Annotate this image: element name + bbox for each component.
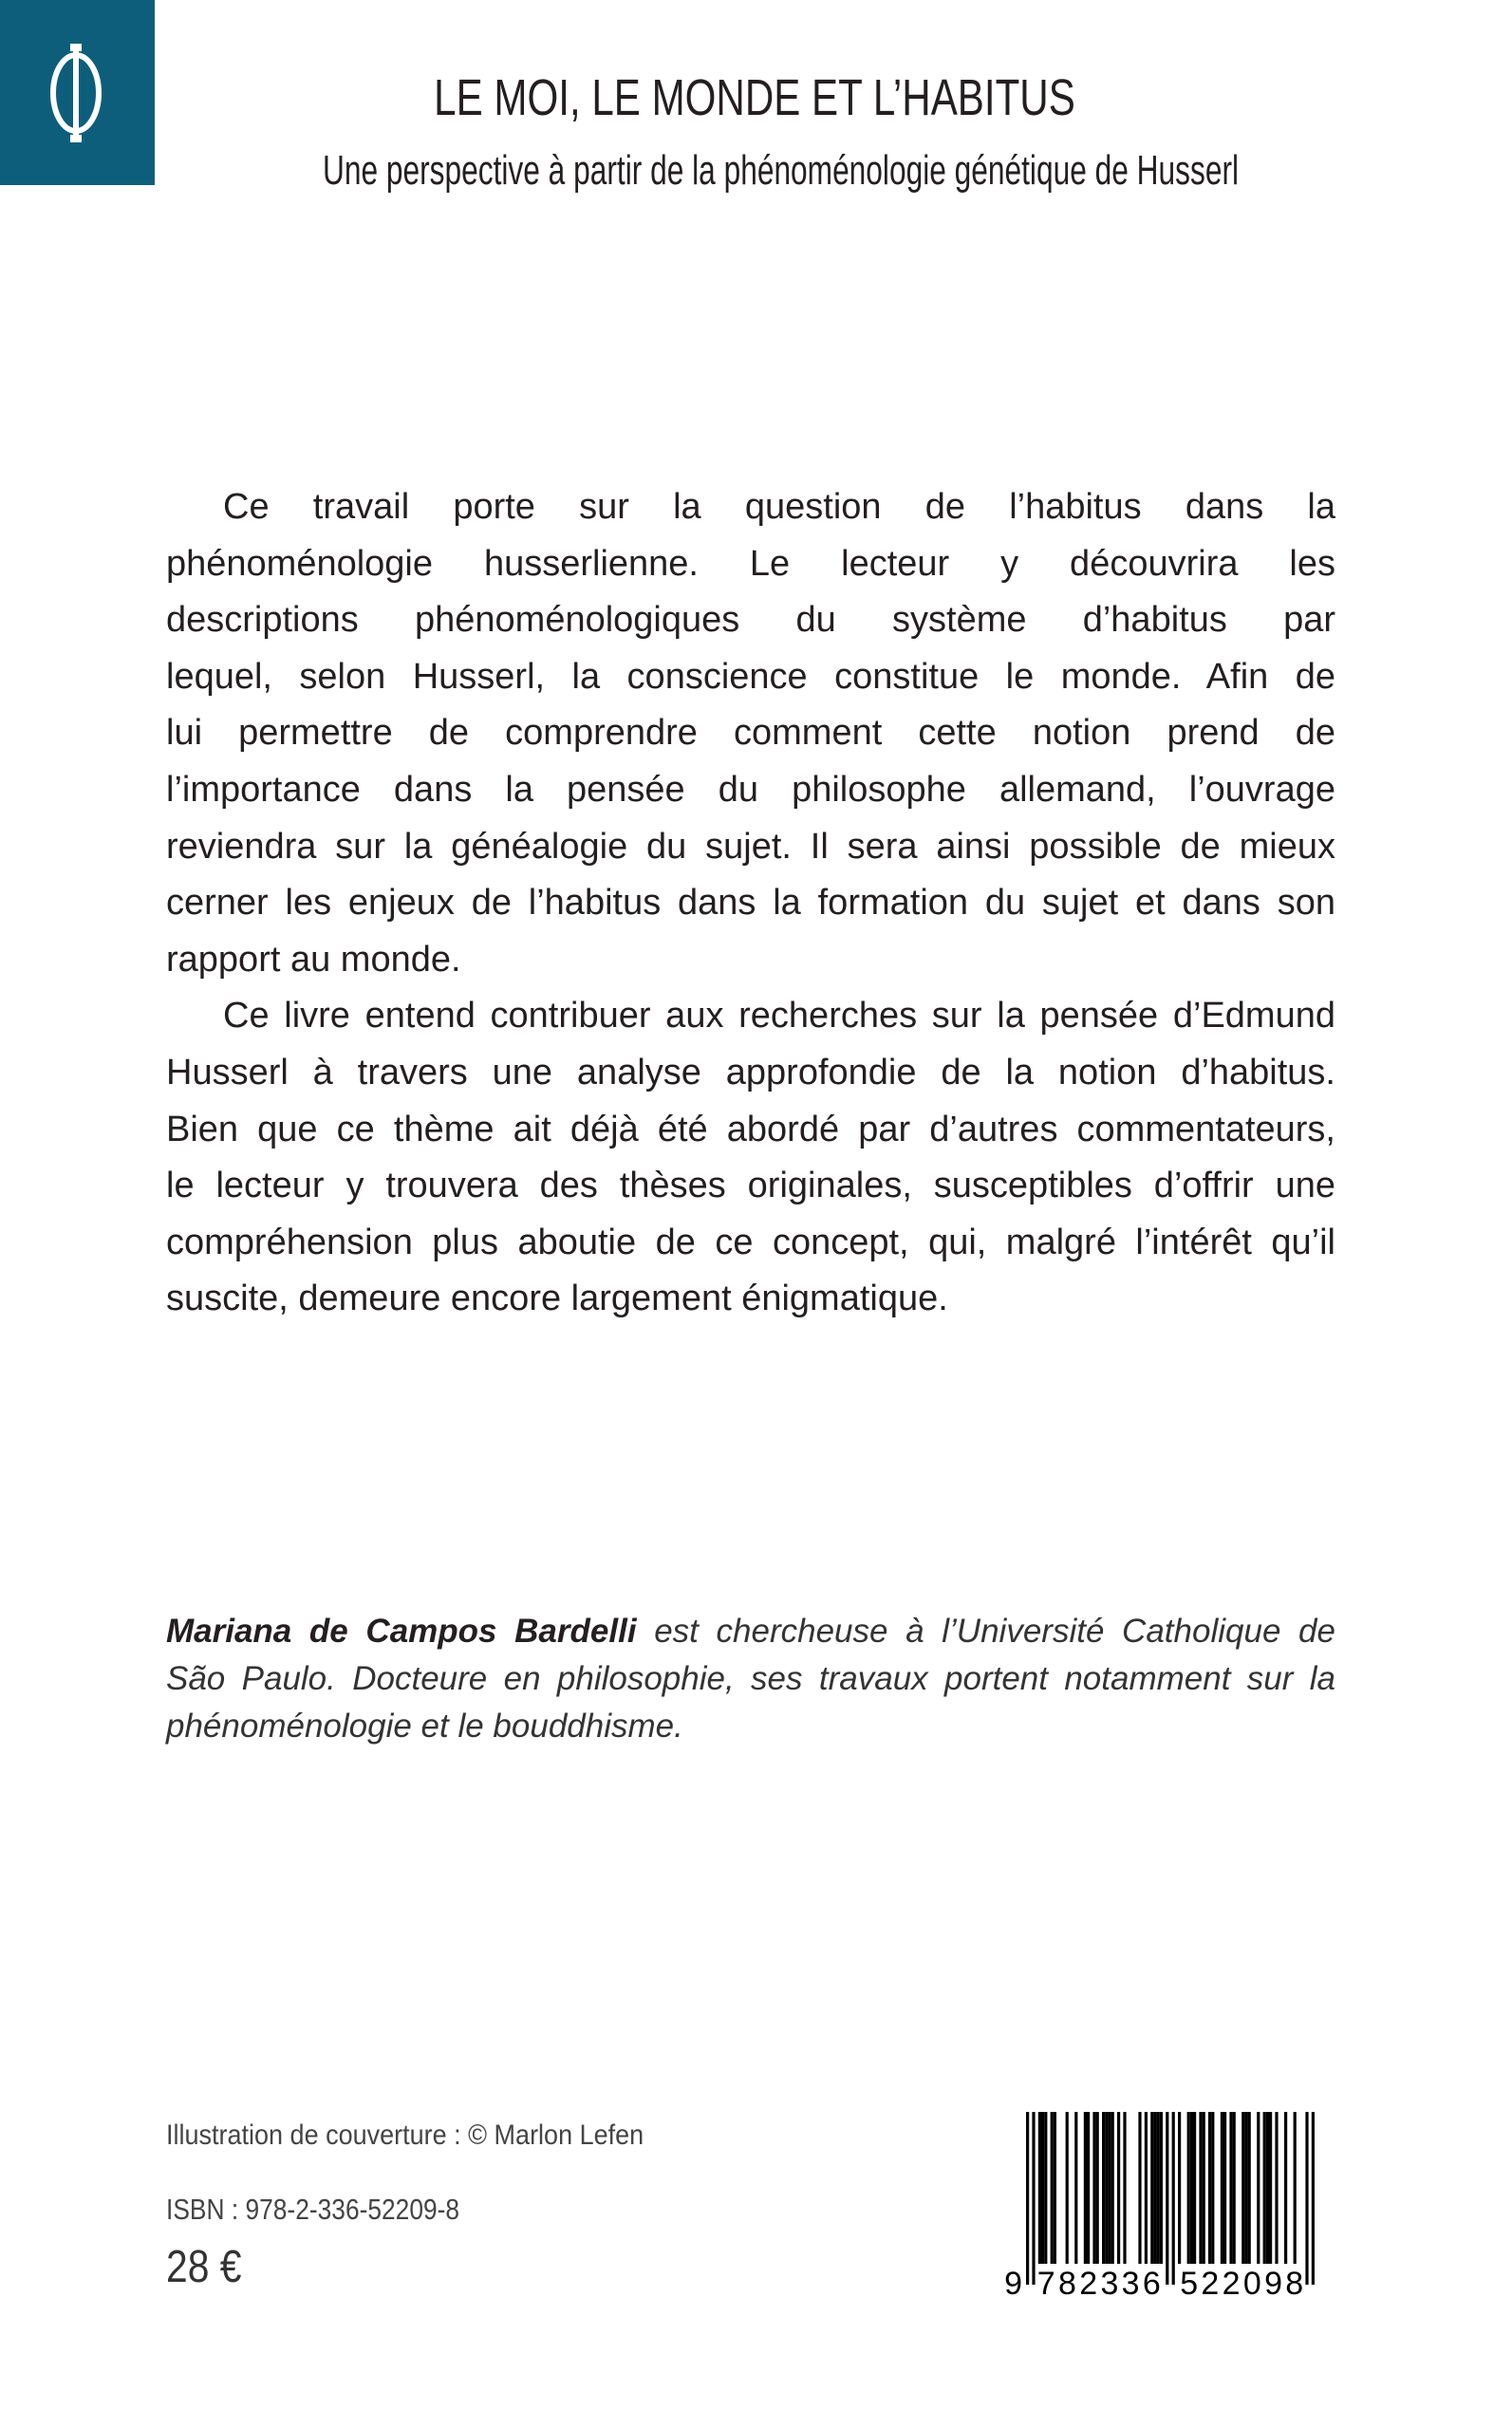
barcode-bar [1187,2112,1190,2264]
summary-line: Ce livre entend contribuer aux recherches sur la pensée d’Edmund [223,996,1335,1036]
book-title: LE MOI, LE MONDE ET L’HABITUS [434,69,1075,126]
barcode-bar [1138,2112,1141,2264]
phi-logo-icon [40,42,116,144]
summary-line: le lecteur y trouvera des thèses originales, susceptibles d’offrir une [166,1166,1335,1206]
barcode-bar [1229,2112,1232,2264]
barcode-bar [1221,2112,1223,2264]
barcode-bar [1066,2112,1069,2264]
barcode-bar [1208,2112,1211,2264]
isbn: ISBN : 978-2-336-52209-8 [166,2193,460,2226]
barcode-digits: 782336 [1036,2266,1161,2302]
barcode-bar [1032,2112,1035,2285]
barcode-bar [1257,2112,1260,2264]
summary-line: l’importance dans la pensée du philosophe allemand, l’ouvrage [166,769,1335,810]
summary-line: reviendra sur la généalogie du sujet. Il sera ainsi possible de mieux [166,826,1335,867]
barcode-bar [1111,2112,1114,2264]
barcode-bar [1193,2112,1196,2264]
summary-line: Bien que ce thème ait déjà été abordé par d’autres commentateurs, [166,1109,1335,1149]
summary-line: descriptions phénoménologiques du système d’habitus par [166,600,1335,641]
barcode-bar [1244,2112,1247,2264]
barcode-bar [1087,2112,1090,2264]
barcode-bar [1211,2112,1214,2264]
barcode-bar [1026,2112,1029,2285]
summary-line: lui permettre de comprendre comment cette notion prend de [166,713,1335,754]
barcode-digits: 9 [1004,2266,1022,2302]
barcode-bar [1266,2112,1269,2264]
barcode-bar [1084,2112,1087,2264]
summary-line: Ce travail porte sur la question de l’habitus dans la [223,487,1335,527]
price: 28 € [166,2242,242,2292]
summary-line: suscite, demeure encore largement énigmatique. [166,1279,948,1319]
barcode-bar [1263,2112,1266,2264]
barcode-bar [1145,2112,1148,2264]
barcode-bar [1038,2112,1041,2264]
barcode-bar [1044,2112,1047,2264]
barcode-digits: 522098 [1180,2266,1304,2302]
book-subtitle: Une perspective à partir de la phénoménologie génétique de Husserl [322,147,1240,194]
bio-line: Mariana de Campos Bardelli est chercheuse à l’Université Catholique de [166,1613,1335,1650]
barcode-bar [1166,2112,1168,2285]
barcode-bar [1233,2112,1236,2264]
barcode-bar [1150,2112,1153,2264]
publisher-logo [0,0,155,185]
barcode-bar [1190,2112,1193,2264]
summary-line: cerner les enjeux de l’habitus dans la formation du sujet et dans son [166,883,1335,924]
summary-text [166,479,1335,1328]
barcode-bar [1312,2112,1315,2285]
bio-line: phénoménologie et le bouddhisme. [166,1708,683,1745]
barcode-bar [1269,2112,1272,2264]
author-name: Mariana de Campos Bardelli [166,1613,637,1650]
ean13-barcode [1001,2112,1343,2302]
barcode-bar [1294,2112,1297,2264]
barcode-bar [1102,2112,1105,2264]
barcode-bar [1123,2112,1126,2264]
summary-line: compréhension plus aboutie de ce concept, qui, malgré l’intérêt qu’il [166,1222,1335,1262]
barcode-bar [1157,2112,1160,2264]
barcode-bar [1223,2112,1226,2264]
barcode-bar [1199,2112,1202,2264]
bio-line: São Paulo. Docteure en philosophie, ses travaux portent notamment sur la [166,1660,1335,1697]
barcode-bar [1284,2112,1287,2264]
summary-line: lequel, selon Husserl, la conscience constitue le monde. Afin de [166,656,1335,697]
barcode-bar [1041,2112,1044,2264]
barcode-bar [1172,2112,1175,2285]
barcode-bar [1248,2112,1251,2264]
barcode-bar [1241,2112,1244,2264]
barcode-bar [1051,2112,1054,2264]
summary-line: phénoménologie husserlienne. Le lecteur y découvrira les [166,543,1335,584]
barcode-bar [1108,2112,1111,2264]
barcode-bar [1203,2112,1205,2264]
barcode-bar [1105,2112,1108,2264]
summary-line: rapport au monde. [166,939,461,980]
illustration-credit: Illustration de couverture : © Marlon Lefen [166,2120,644,2151]
barcode-bar [1096,2112,1099,2264]
barcode-bar [1092,2112,1095,2264]
barcode-bar [1160,2112,1163,2264]
barcode-bar [1153,2112,1156,2264]
author-bio [166,1608,1335,1750]
barcode-bar [1178,2112,1181,2264]
barcode-bar [1275,2112,1278,2264]
summary-line: Husserl à travers une analyse approfondie de la notion d’habitus. [166,1052,1335,1092]
barcode-bar [1117,2112,1120,2264]
barcode-bar [1074,2112,1077,2264]
barcode-bar [1054,2112,1056,2264]
barcode-bar [1305,2112,1308,2285]
